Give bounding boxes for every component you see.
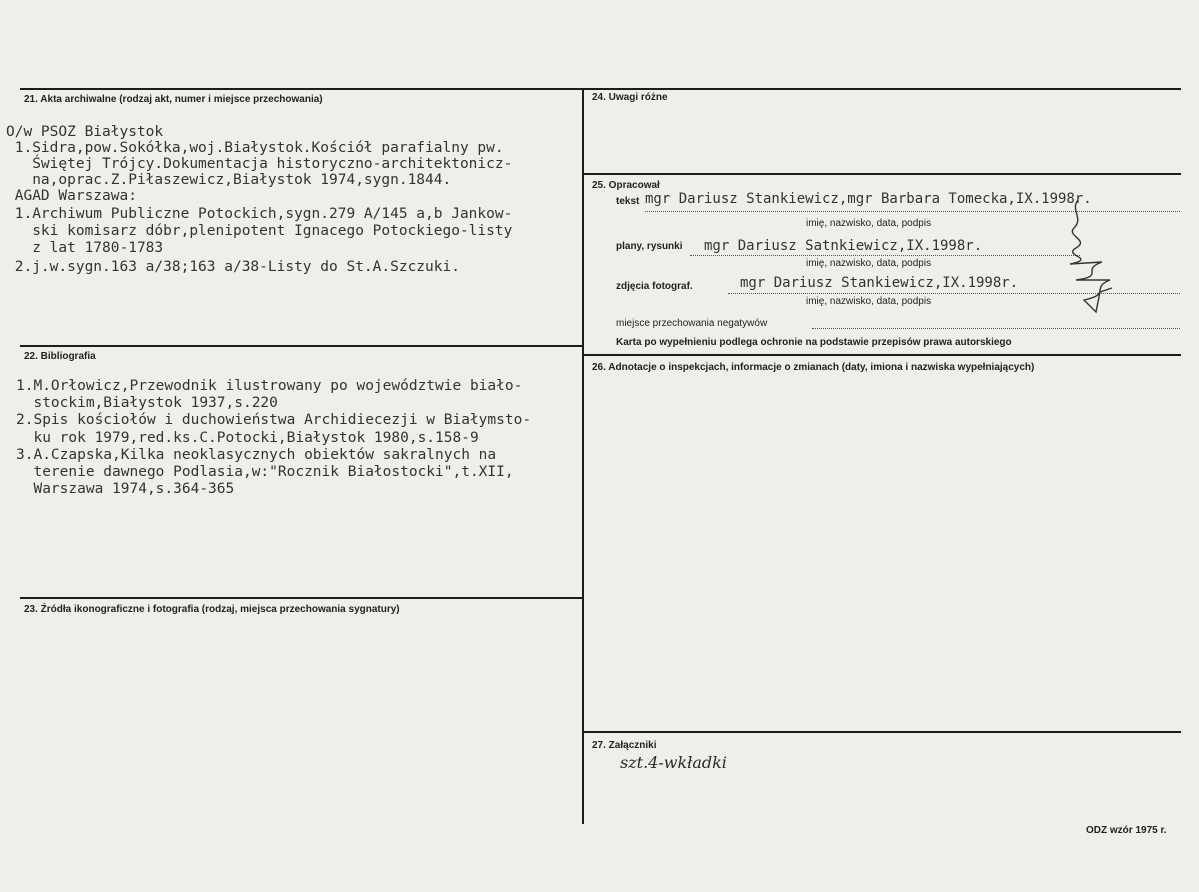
section-21-line: 2.j.w.sygn.163 a/38;163 a/38-Listy do St.A.Szczuki.: [6, 259, 460, 275]
attachments-handwritten: szt.4-wkładki: [620, 753, 727, 772]
section-24-label: 24. Uwagi różne: [592, 92, 668, 103]
section-22-line: 2.Spis kościołów i duchowieństwa Archidiecezji w Białymsto-: [16, 412, 532, 428]
section-22-line: Warszawa 1974,s.364-365: [16, 481, 235, 497]
section-27-label: 27. Załączniki: [592, 740, 657, 751]
section-22-line: ku rok 1979,red.ks.C.Potocki,Białystok 1980,s.158-9: [16, 430, 479, 446]
zdjecia-label: zdjęcia fotograf.: [616, 281, 693, 292]
plany-dotted-line: [690, 255, 1080, 256]
section-22-label: 22. Bibliografia: [24, 351, 96, 362]
rule-22-top: [20, 345, 582, 347]
form-footer: ODZ wzór 1975 r.: [1086, 825, 1167, 836]
negatywy-label: miejsce przechowania negatywów: [616, 318, 768, 329]
section-21-label: 21. Akta archiwalne (rodzaj akt, numer i miejsce przechowania): [24, 94, 323, 105]
top-rule-left: [20, 88, 582, 90]
section-21-line: Świętej Trójcy.Dokumentacja historyczno-architektonicz-: [6, 156, 513, 172]
rule-23-top: [20, 597, 582, 599]
section-22-line: 1.M.Orłowicz,Przewodnik ilustrowany po województwie biało-: [16, 378, 523, 394]
rule-27-top: [584, 731, 1181, 733]
tekst-value: mgr Dariusz Stankiewicz,mgr Barbara Tomecka,IX.1998r.: [645, 191, 1092, 207]
copyright-notice: Karta po wypełnieniu podlega ochronie na podstawie przepisów prawa autorskiego: [616, 337, 1012, 348]
rule-26-top: [584, 354, 1181, 356]
section-21-line: 1.Archiwum Publiczne Potockich,sygn.279 A/145 a,b Jankow-: [6, 206, 513, 222]
section-21-line: AGAD Warszawa:: [6, 188, 137, 204]
negatywy-dotted-line: [812, 328, 1180, 329]
section-22-line: 3.A.Czapska,Kilka neoklasycznych obiektów sakralnych na: [16, 447, 497, 463]
caption-zdjecia: imię, nazwisko, data, podpis: [806, 296, 932, 307]
tekst-label: tekst: [616, 196, 640, 207]
caption-plany: imię, nazwisko, data, podpis: [806, 258, 932, 269]
zdjecia-value: mgr Dariusz Stankiewicz,IX.1998r.: [740, 275, 1019, 291]
section-21-line: 1.Sidra,pow.Sokółka,woj.Białystok.Kościół parafialny pw.: [6, 140, 504, 156]
section-21-line: na,oprac.Z.Piłaszewicz,Białystok 1974,sygn.1844.: [6, 172, 452, 188]
section-22-line: terenie dawnego Podlasia,w:"Rocznik Białostocki",t.XII,: [16, 464, 514, 480]
top-rule-right: [584, 88, 1181, 90]
section-26-label: 26. Adnotacje o inspekcjach, informacje o zmianach (daty, imiona i nazwiska wypełniających): [592, 362, 1035, 373]
plany-value: mgr Dariusz Satnkiewicz,IX.1998r.: [704, 238, 983, 254]
column-divider: [582, 88, 584, 824]
caption-tekst: imię, nazwisko, data, podpis: [806, 218, 932, 229]
signature-scribble: [1040, 196, 1120, 318]
section-21-line: z lat 1780-1783: [6, 240, 164, 256]
section-22-line: stockim,Białystok 1937,s.220: [16, 395, 278, 411]
section-25-label: 25. Opracował: [592, 180, 660, 191]
plany-label: plany, rysunki: [616, 241, 683, 252]
section-21-line: O/w PSOZ Białystok: [6, 124, 164, 140]
section-23-label: 23. Źródła ikonograficzne i fotografia (rodzaj, miejsca przechowania sygnatury): [24, 604, 400, 615]
section-21-line: ski komisarz dóbr,plenipotent Ignacego Potockiego-listy: [6, 223, 513, 239]
rule-25-top: [584, 173, 1181, 175]
